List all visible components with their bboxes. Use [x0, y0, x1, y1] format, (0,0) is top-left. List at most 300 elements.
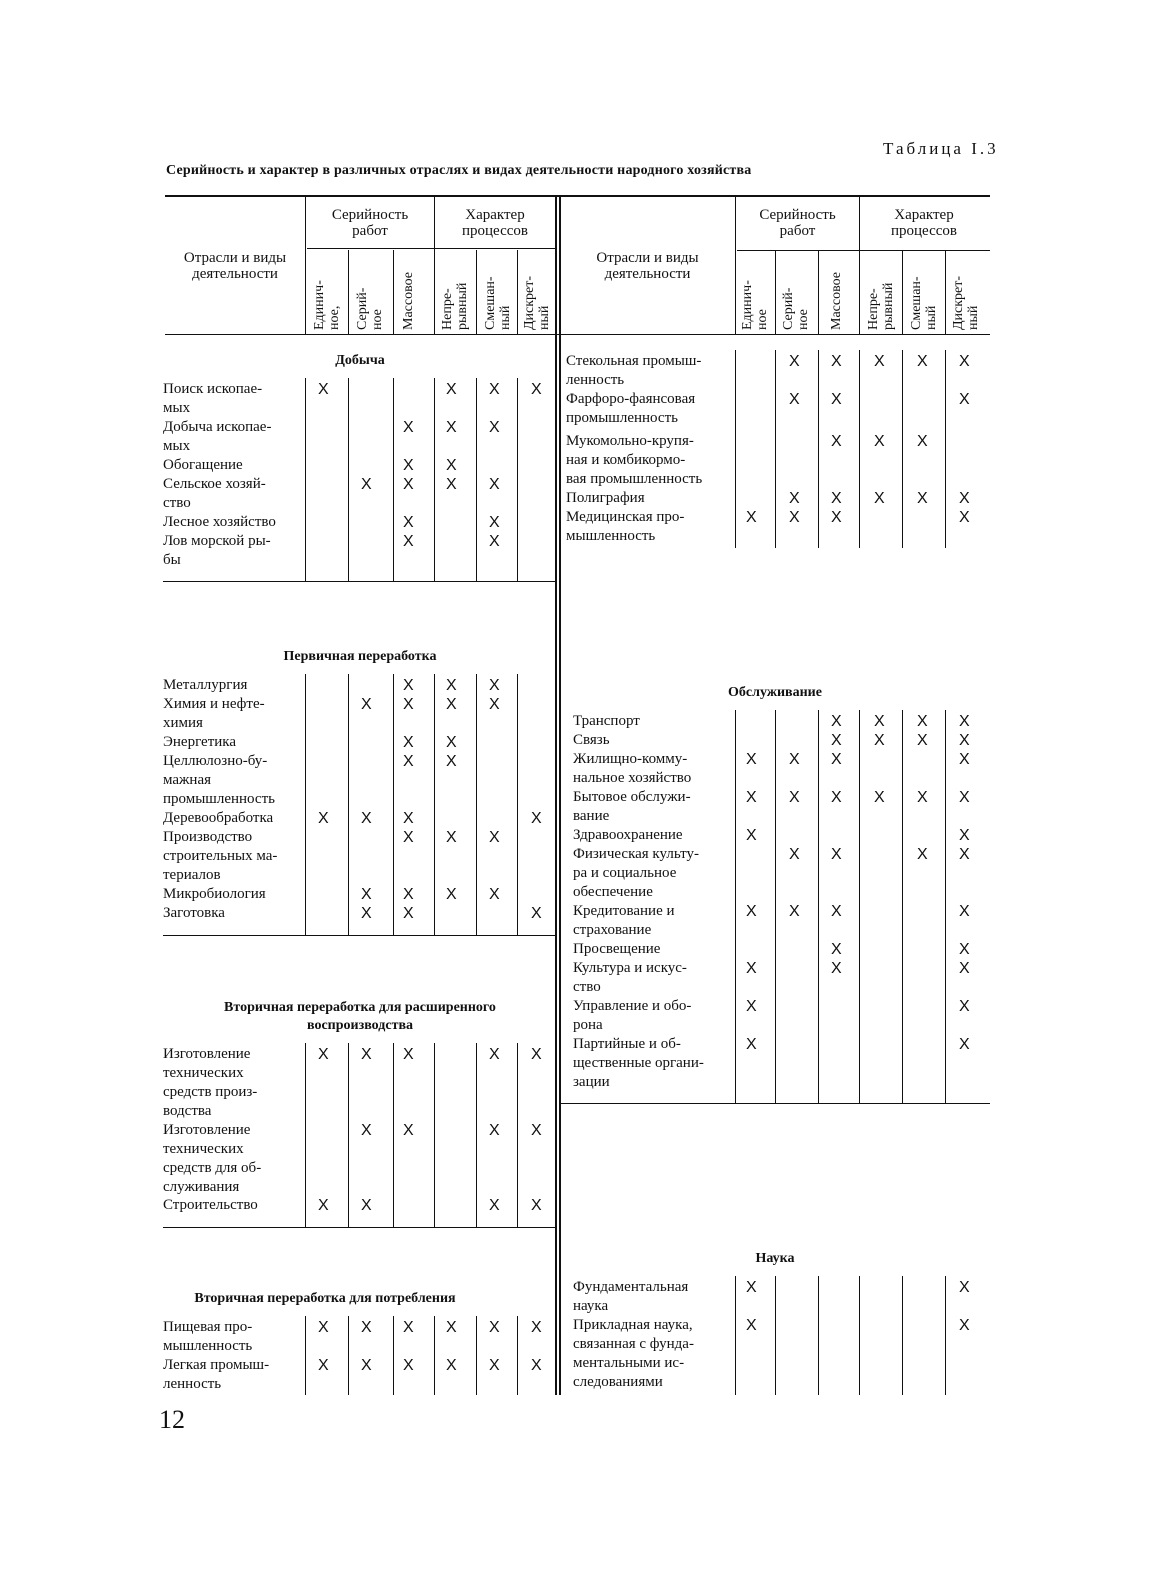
- grid-vline: [735, 350, 736, 548]
- grid-vline: [902, 710, 903, 1103]
- grid-vline: [945, 350, 946, 548]
- grid-vline: [476, 1043, 477, 1227]
- mark-symbol: X: [403, 753, 414, 770]
- mark-x: [446, 828, 457, 848]
- mark-x: [403, 809, 414, 829]
- mark-x: [746, 902, 757, 922]
- mark-x: [446, 676, 457, 696]
- mark-symbol: X: [446, 696, 457, 713]
- mark-x: [403, 1318, 414, 1338]
- mark-symbol: X: [831, 391, 842, 408]
- character-label-right: Характер процессов: [891, 207, 957, 239]
- row-label: Кредитование и страхование: [573, 903, 675, 938]
- mark-symbol: X: [403, 696, 414, 713]
- col-serial-left: Серий- ное: [355, 287, 385, 330]
- mark-x: [789, 390, 800, 410]
- mark-symbol: X: [489, 533, 500, 550]
- mark-symbol: X: [959, 353, 970, 370]
- mark-symbol: X: [874, 433, 885, 450]
- hdr-sep: [735, 195, 736, 334]
- mark-symbol: X: [318, 381, 329, 398]
- mark-x: [403, 752, 414, 772]
- row-label: Фарфоро-фаянсовая промышленность: [566, 391, 696, 426]
- mark-x: [489, 1045, 500, 1065]
- mark-symbol: X: [789, 490, 800, 507]
- mark-x: [959, 352, 970, 372]
- mark-symbol: X: [746, 1036, 757, 1053]
- hdr-sep: [775, 250, 776, 334]
- mark-symbol: X: [831, 732, 842, 749]
- mark-x: [746, 1316, 757, 1336]
- mark-x: [831, 959, 842, 979]
- hdr-sep: [434, 195, 435, 334]
- mark-x: [831, 731, 842, 751]
- section-bottom-rule: [163, 935, 555, 936]
- mark-symbol: X: [531, 905, 542, 922]
- mark-symbol: X: [959, 391, 970, 408]
- mark-x: [531, 380, 542, 400]
- grid-vline: [393, 1316, 394, 1395]
- mark-x: [403, 475, 414, 495]
- mark-x: [917, 432, 928, 452]
- row-label: Прикладная наука, связанная с фунда- ментальными ис- следованиями: [573, 1317, 694, 1390]
- mark-symbol: X: [531, 1197, 542, 1214]
- mark-symbol: X: [446, 886, 457, 903]
- mark-symbol: X: [361, 1357, 372, 1374]
- grid-vline: [945, 710, 946, 1103]
- mark-symbol: X: [831, 353, 842, 370]
- mark-x: [489, 532, 500, 552]
- mark-x: [959, 845, 970, 865]
- mark-symbol: X: [403, 457, 414, 474]
- mark-symbol: X: [746, 1317, 757, 1334]
- mark-x: [489, 418, 500, 438]
- mark-x: [874, 712, 885, 732]
- grid-vline: [945, 1276, 946, 1395]
- mark-symbol: X: [489, 1046, 500, 1063]
- mark-symbol: X: [917, 353, 928, 370]
- mark-symbol: X: [403, 1357, 414, 1374]
- grid-vline: [735, 1276, 736, 1395]
- row-label: Просвещение: [573, 941, 661, 957]
- mark-symbol: X: [959, 1279, 970, 1296]
- grid-vline: [902, 1276, 903, 1395]
- col-discrete-left: Дискрет- ный: [522, 275, 552, 330]
- mark-x: [361, 1318, 372, 1338]
- mark-x: [831, 940, 842, 960]
- row-label: Химия и нефте- химия: [163, 696, 265, 731]
- hdr-sep: [818, 250, 819, 334]
- mark-x: [489, 475, 500, 495]
- row-label: Бытовое обслужи- вание: [573, 789, 691, 824]
- mark-symbol: X: [318, 1197, 329, 1214]
- col-continuous-right: Непре- рывный: [866, 282, 896, 330]
- mark-x: [489, 676, 500, 696]
- grid-vline: [348, 674, 349, 935]
- mark-x: [446, 695, 457, 715]
- row-label: Физическая культу- ра и социальное обеспечение: [573, 846, 699, 900]
- mark-x: [831, 489, 842, 509]
- mark-x: [403, 676, 414, 696]
- mark-symbol: X: [959, 846, 970, 863]
- row-label: Фундаментальная наука: [573, 1279, 689, 1314]
- mark-symbol: X: [831, 941, 842, 958]
- grid-vline: [517, 378, 518, 581]
- mark-symbol: X: [403, 829, 414, 846]
- mark-symbol: X: [831, 509, 842, 526]
- mark-x: [959, 826, 970, 846]
- mark-x: [489, 1196, 500, 1216]
- mark-x: [746, 1278, 757, 1298]
- row-label: Поиск ископае- мых: [163, 381, 263, 416]
- mark-symbol: X: [489, 1122, 500, 1139]
- mark-x: [446, 456, 457, 476]
- mark-symbol: X: [789, 903, 800, 920]
- mark-symbol: X: [403, 886, 414, 903]
- mark-x: [959, 489, 970, 509]
- mark-x: [446, 1318, 457, 1338]
- mark-symbol: X: [361, 886, 372, 903]
- mark-x: [361, 809, 372, 829]
- mark-x: [831, 845, 842, 865]
- row-label: Добыча ископае- мых: [163, 419, 272, 454]
- grid-vline: [818, 710, 819, 1103]
- grid-vline: [775, 710, 776, 1103]
- mark-x: [831, 508, 842, 528]
- grid-vline: [859, 710, 860, 1103]
- mark-symbol: X: [746, 903, 757, 920]
- row-label: Лов морской ры- бы: [163, 533, 271, 568]
- mark-x: [746, 1035, 757, 1055]
- mark-x: [831, 390, 842, 410]
- row-label: Стекольная промыш- ленность: [566, 353, 702, 388]
- mark-symbol: X: [446, 677, 457, 694]
- mark-x: [446, 885, 457, 905]
- mark-x: [959, 508, 970, 528]
- mark-x: [403, 828, 414, 848]
- grid-vline: [305, 674, 306, 935]
- mark-x: [789, 902, 800, 922]
- grid-vline: [818, 1276, 819, 1395]
- mark-symbol: X: [789, 391, 800, 408]
- col-mass-right: Массовое: [829, 272, 844, 330]
- mark-x: [361, 1356, 372, 1376]
- mark-x: [959, 390, 970, 410]
- mark-symbol: X: [874, 789, 885, 806]
- grid-vline: [775, 1276, 776, 1395]
- col-single-right: Единич- ное: [740, 280, 770, 330]
- mark-x: [959, 712, 970, 732]
- mark-x: [446, 380, 457, 400]
- mark-x: [874, 489, 885, 509]
- mark-symbol: X: [959, 827, 970, 844]
- hdr-sep: [859, 195, 860, 334]
- mark-symbol: X: [446, 1357, 457, 1374]
- mark-symbol: X: [446, 419, 457, 436]
- mark-x: [789, 489, 800, 509]
- col-mixed-right: Смешан- ный: [909, 276, 939, 330]
- row-label: Партийные и об- щественные органи- зации: [573, 1036, 704, 1090]
- mark-x: [489, 1318, 500, 1338]
- mark-symbol: X: [361, 905, 372, 922]
- mark-symbol: X: [361, 1046, 372, 1063]
- mark-symbol: X: [746, 998, 757, 1015]
- mark-x: [361, 695, 372, 715]
- row-label: Металлургия: [163, 677, 248, 693]
- grid-vline: [859, 350, 860, 548]
- mark-x: [831, 902, 842, 922]
- grid-vline: [305, 1043, 306, 1227]
- hdr-sep: [945, 250, 946, 334]
- mark-symbol: X: [531, 1319, 542, 1336]
- center-divider-2: [559, 195, 561, 1395]
- mark-x: [489, 828, 500, 848]
- mark-symbol: X: [874, 353, 885, 370]
- mark-x: [959, 1316, 970, 1336]
- mark-symbol: X: [959, 490, 970, 507]
- mark-x: [403, 1045, 414, 1065]
- mark-x: [403, 1121, 414, 1141]
- mark-x: [746, 750, 757, 770]
- mark-symbol: X: [318, 1357, 329, 1374]
- mark-symbol: X: [403, 1122, 414, 1139]
- mark-symbol: X: [446, 829, 457, 846]
- mark-x: [959, 731, 970, 751]
- mark-symbol: X: [789, 509, 800, 526]
- hdr-sep: [348, 250, 349, 334]
- mark-x: [446, 475, 457, 495]
- mark-x: [831, 352, 842, 372]
- mark-symbol: X: [361, 810, 372, 827]
- grid-vline: [305, 1316, 306, 1395]
- grid-vline: [517, 674, 518, 935]
- section-title: Обслуживание: [728, 685, 822, 700]
- header-mid-rule-left: [307, 248, 555, 249]
- mark-symbol: X: [959, 903, 970, 920]
- mark-symbol: X: [403, 476, 414, 493]
- mark-x: [403, 733, 414, 753]
- mark-x: [746, 997, 757, 1017]
- mark-x: [403, 904, 414, 924]
- header-bottom-rule: [165, 334, 990, 335]
- mark-symbol: X: [489, 419, 500, 436]
- mark-symbol: X: [531, 1122, 542, 1139]
- grid-vline: [775, 350, 776, 548]
- mark-symbol: X: [874, 713, 885, 730]
- mark-x: [489, 513, 500, 533]
- mark-x: [959, 1278, 970, 1298]
- mark-symbol: X: [403, 514, 414, 531]
- section-title: Добыча: [335, 353, 385, 368]
- mark-symbol: X: [917, 490, 928, 507]
- mark-symbol: X: [746, 751, 757, 768]
- row-label: Связь: [573, 732, 610, 748]
- mark-symbol: X: [831, 433, 842, 450]
- section-title: Наука: [755, 1251, 795, 1266]
- table-top-rule: [165, 195, 990, 197]
- mark-symbol: X: [831, 713, 842, 730]
- mark-symbol: X: [874, 732, 885, 749]
- row-label: Строительство: [163, 1197, 258, 1213]
- mark-x: [831, 788, 842, 808]
- grid-vline: [434, 1316, 435, 1395]
- mark-x: [789, 788, 800, 808]
- mark-x: [959, 1035, 970, 1055]
- mark-symbol: X: [917, 433, 928, 450]
- row-label: Изготовление технических средств для об- служивания: [163, 1122, 262, 1195]
- row-label: Легкая промыш- ленность: [163, 1357, 270, 1392]
- mark-symbol: X: [917, 846, 928, 863]
- mark-symbol: X: [446, 753, 457, 770]
- mark-x: [917, 845, 928, 865]
- mark-x: [917, 489, 928, 509]
- mark-x: [361, 1196, 372, 1216]
- mark-symbol: X: [446, 734, 457, 751]
- grid-vline: [434, 674, 435, 935]
- mark-x: [874, 731, 885, 751]
- grid-vline: [902, 350, 903, 548]
- mark-x: [403, 418, 414, 438]
- section-bottom-rule: [163, 1227, 555, 1228]
- row-label: Культура и искус- ство: [573, 960, 687, 995]
- section-title: Вторичная переработка для потребления: [194, 1291, 456, 1306]
- mark-x: [531, 809, 542, 829]
- mark-x: [789, 845, 800, 865]
- mark-symbol: X: [746, 789, 757, 806]
- mark-symbol: X: [959, 509, 970, 526]
- mark-symbol: X: [531, 1357, 542, 1374]
- mark-symbol: X: [789, 789, 800, 806]
- mark-x: [531, 1121, 542, 1141]
- mark-symbol: X: [959, 751, 970, 768]
- section-title: Первичная переработка: [283, 649, 437, 664]
- mark-x: [318, 1196, 329, 1216]
- mark-symbol: X: [403, 1319, 414, 1336]
- mark-x: [489, 1356, 500, 1376]
- grid-vline: [348, 378, 349, 581]
- mark-symbol: X: [874, 490, 885, 507]
- mark-symbol: X: [403, 1046, 414, 1063]
- mark-symbol: X: [489, 514, 500, 531]
- mark-symbol: X: [489, 677, 500, 694]
- col-serial-right: Серий- ное: [781, 287, 811, 330]
- row-label: Пищевая про- мышленность: [163, 1319, 253, 1354]
- grid-vline: [348, 1316, 349, 1395]
- grid-vline: [393, 1043, 394, 1227]
- mark-symbol: X: [403, 810, 414, 827]
- mark-x: [361, 475, 372, 495]
- mark-x: [403, 885, 414, 905]
- grid-vline: [393, 378, 394, 581]
- mark-symbol: X: [361, 1197, 372, 1214]
- seriality-label-right: Серийность работ: [759, 207, 836, 239]
- mark-symbol: X: [489, 829, 500, 846]
- mark-x: [318, 1318, 329, 1338]
- mark-symbol: X: [531, 810, 542, 827]
- mark-x: [318, 380, 329, 400]
- mark-symbol: X: [831, 846, 842, 863]
- mark-symbol: X: [959, 789, 970, 806]
- mark-x: [789, 508, 800, 528]
- mark-symbol: X: [361, 696, 372, 713]
- mark-x: [746, 959, 757, 979]
- mark-x: [874, 432, 885, 452]
- rows-label-left: Отрасли и виды деятельности: [183, 250, 287, 282]
- mark-x: [489, 380, 500, 400]
- mark-x: [831, 432, 842, 452]
- mark-symbol: X: [361, 476, 372, 493]
- mark-x: [959, 997, 970, 1017]
- mark-x: [318, 809, 329, 829]
- row-label: Медицинская про- мышленность: [566, 509, 685, 544]
- mark-symbol: X: [917, 789, 928, 806]
- row-label: Сельское хозяй- ство: [163, 476, 266, 511]
- grid-vline: [476, 378, 477, 581]
- grid-vline: [476, 674, 477, 935]
- mark-symbol: X: [831, 751, 842, 768]
- center-divider: [555, 195, 557, 1395]
- mark-symbol: X: [489, 886, 500, 903]
- grid-vline: [517, 1043, 518, 1227]
- mark-x: [917, 788, 928, 808]
- hdr-sep: [476, 250, 477, 334]
- row-label: Энергетика: [163, 734, 237, 750]
- mark-symbol: X: [446, 476, 457, 493]
- mark-symbol: X: [318, 810, 329, 827]
- mark-x: [403, 1356, 414, 1376]
- mark-x: [489, 1121, 500, 1141]
- col-continuous-left: Непре- рывный: [440, 282, 470, 330]
- mark-symbol: X: [318, 1046, 329, 1063]
- mark-symbol: X: [789, 353, 800, 370]
- hdr-sep: [393, 250, 394, 334]
- mark-symbol: X: [789, 751, 800, 768]
- mark-x: [959, 788, 970, 808]
- mark-symbol: X: [959, 732, 970, 749]
- mark-symbol: X: [403, 677, 414, 694]
- character-label-left: Характер процессов: [462, 207, 528, 239]
- grid-vline: [348, 1043, 349, 1227]
- mark-symbol: X: [489, 381, 500, 398]
- mark-symbol: X: [489, 1319, 500, 1336]
- mark-x: [403, 532, 414, 552]
- row-label: Мукомольно-крупя- ная и комбикормо- вая промышленность: [566, 433, 703, 487]
- mark-symbol: X: [361, 1319, 372, 1336]
- mark-x: [746, 508, 757, 528]
- mark-x: [917, 731, 928, 751]
- row-label: Управление и обо- рона: [573, 998, 692, 1033]
- hdr-sep: [902, 250, 903, 334]
- mark-x: [959, 902, 970, 922]
- mark-symbol: X: [917, 713, 928, 730]
- table-title: Серийность и характер в различных отраслях и видах деятельности народного хозяйства: [166, 163, 752, 178]
- mark-x: [531, 1045, 542, 1065]
- grid-vline: [393, 674, 394, 935]
- grid-vline: [305, 378, 306, 581]
- mark-symbol: X: [831, 903, 842, 920]
- mark-x: [361, 1121, 372, 1141]
- mark-x: [318, 1356, 329, 1376]
- grid-vline: [818, 350, 819, 548]
- mark-x: [959, 750, 970, 770]
- mark-x: [489, 695, 500, 715]
- mark-symbol: X: [959, 960, 970, 977]
- mark-x: [403, 456, 414, 476]
- mark-symbol: X: [746, 1279, 757, 1296]
- mark-symbol: X: [831, 490, 842, 507]
- col-single-left: Единич- ное,: [312, 280, 342, 330]
- mark-symbol: X: [917, 732, 928, 749]
